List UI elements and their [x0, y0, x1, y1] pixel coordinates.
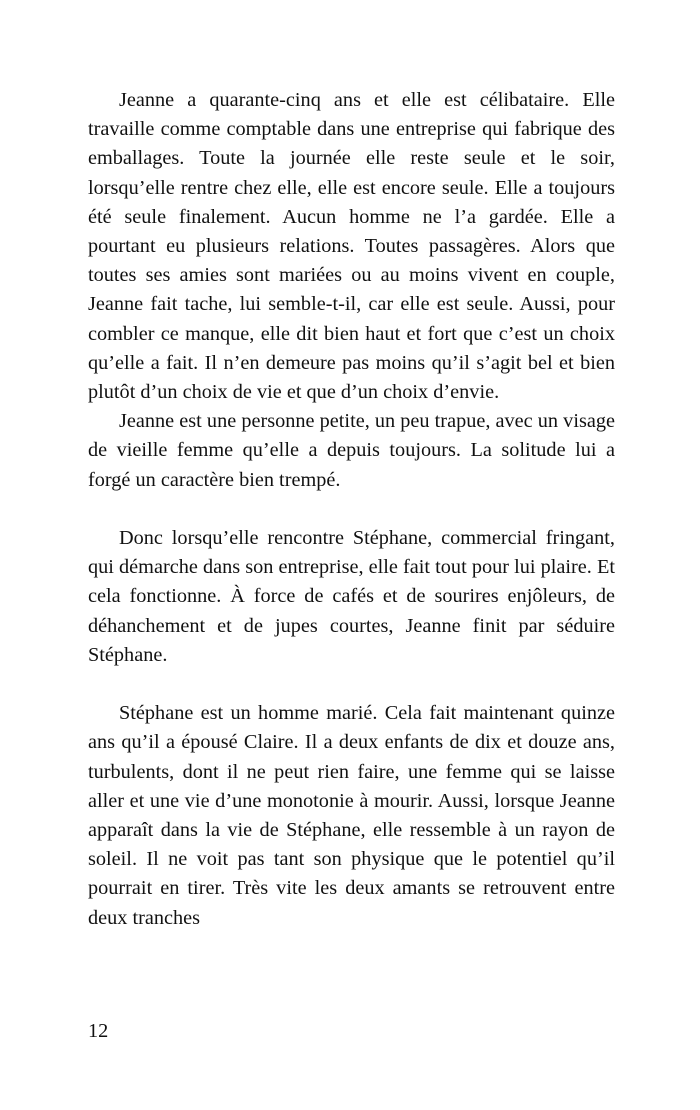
page-body	[88, 86, 615, 933]
paragraph-2: Jeanne est une personne petite, un peu trapue, avec un visage de vieille femme qu’elle a depuis toujours. La solitude lui a forgé un caractère bien trempé.	[88, 410, 615, 491]
paragraph-3: Donc lorsqu’elle rencontre Stéphane, commercial fringant, qui démarche dans son entreprise, elle fait tout pour lui plaire. Et cela fonctionne. À force de cafés et de sourires enjôleurs, de déhanchement et de jupes courtes, Jeanne finit par séduire Stéphane.	[88, 527, 615, 666]
page-number: 12	[88, 1020, 109, 1042]
paragraph-1: Jeanne a quarante-cinq ans et elle est célibataire. Elle travaille comme comptable dans une entreprise qui fabrique des emballages. Toute la journée elle reste seule et le soir, lorsqu’elle rentre chez elle, elle est encore seule. Elle a toujours été seule finalement. Aucun homme ne l’a gardée. Elle a pourtant eu plusieurs relations. Toutes passagères. Alors que toutes ses amies sont mariées ou au moins vivent en couple, Jeanne fait tache, lui semble-t-il, car elle est seule. Aussi, pour combler ce manque, elle dit bien haut et fort que c’est un choix qu’elle a fait. Il n’en demeure pas moins qu’il s’agit bel et bien plutôt d’un choix de vie et que d’un choix d’envie.	[88, 89, 615, 404]
paragraph-4: Stéphane est un homme marié. Cela fait maintenant quinze ans qu’il a épousé Claire. Il a deux enfants de dix et douze ans, turbulents, dont il ne peut rien faire, une femme qui se laisse aller et une vie d’une monotonie à mourir. Aussi, lorsque Jeanne apparaît dans la vie de Stéphane, elle ressemble à un rayon de soleil. Il ne voit pas tant son physique que le potentiel qu’il pourrait en tirer. Très vite les deux amants se retrouvent entre deux tranches	[88, 702, 615, 929]
